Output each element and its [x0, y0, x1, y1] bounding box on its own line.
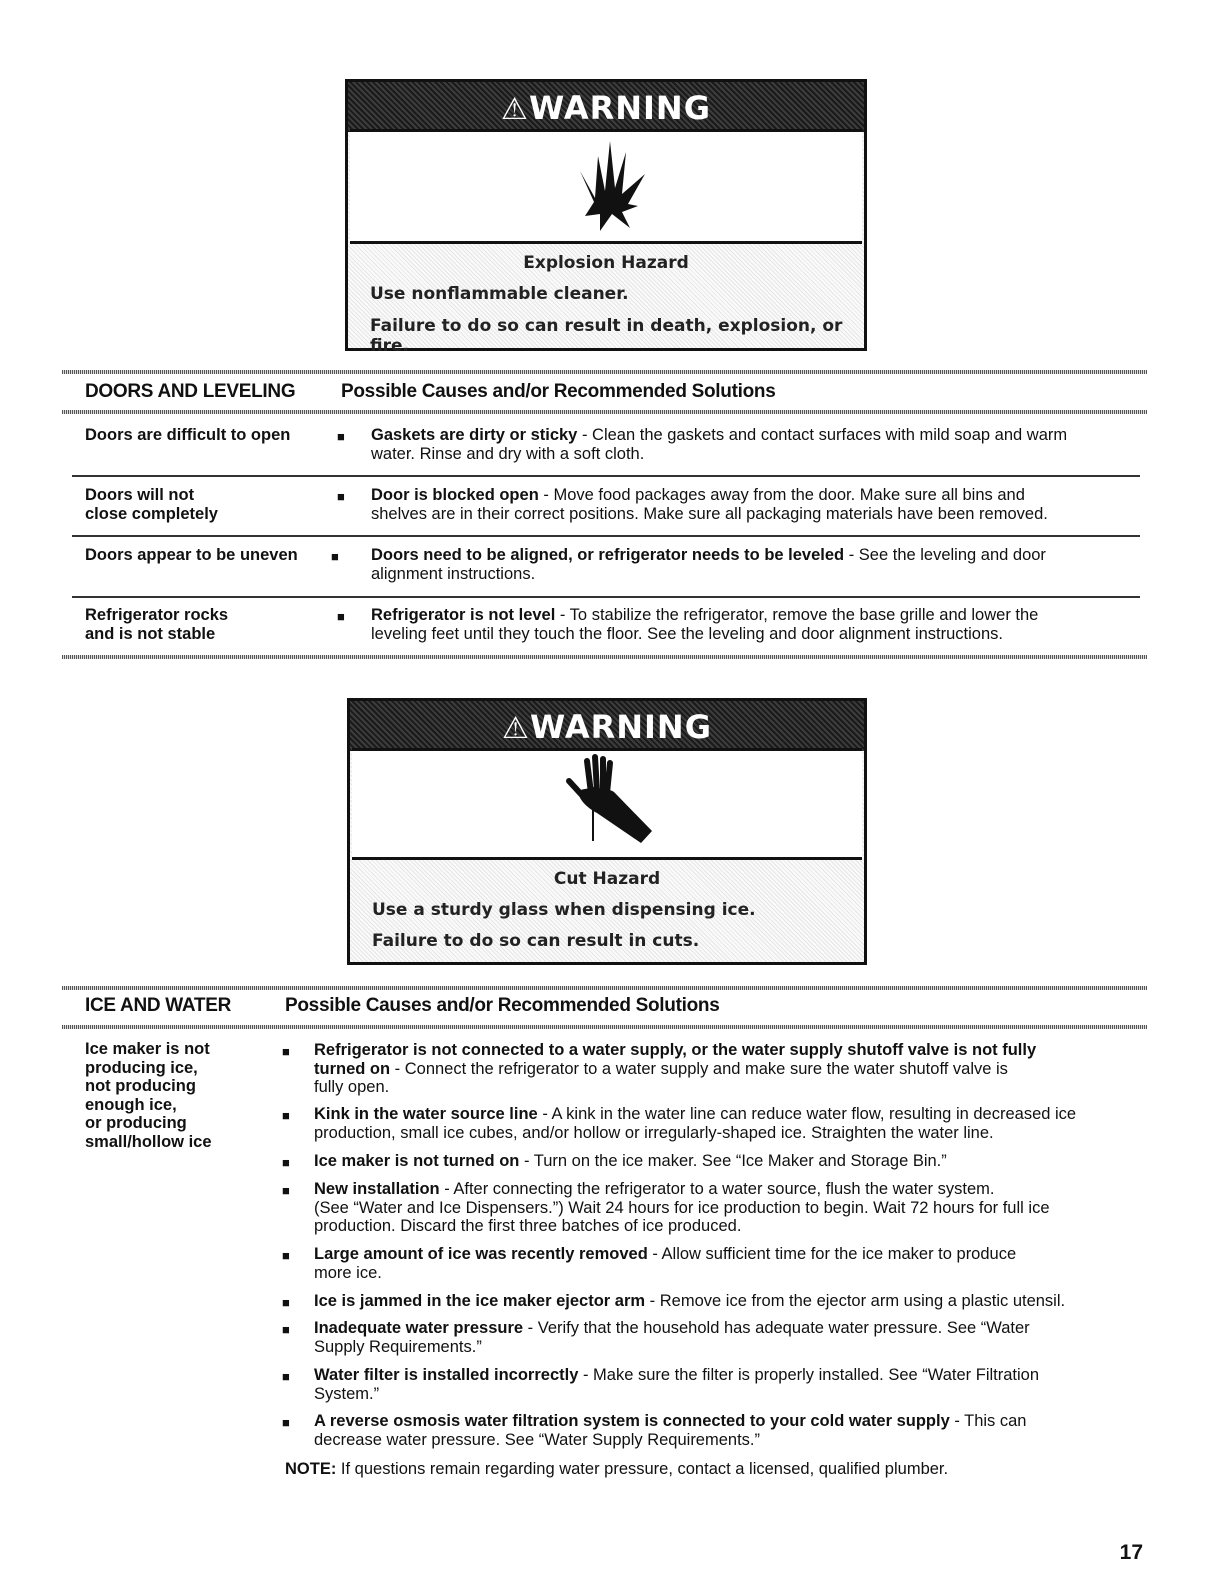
section-divider: [62, 655, 1147, 659]
warning-instruction: Use a sturdy glass when dispensing ice.: [372, 900, 756, 920]
bullet: ■: [337, 429, 345, 444]
section-divider: [62, 1025, 1147, 1029]
bullet: ■: [282, 1108, 290, 1123]
bullet: ■: [282, 1415, 290, 1430]
bullet: ■: [331, 549, 339, 564]
bullet: ■: [282, 1369, 290, 1384]
section-divider: [62, 986, 1147, 990]
explosion-warning-box: [345, 79, 867, 356]
problem-label: Doors appear to be uneven: [85, 546, 298, 564]
solution-text: Gaskets are dirty or sticky - Clean the gaskets and contact surfaces with mild soap and warm water. Rinse and dry with a soft cloth.: [371, 426, 1068, 463]
solution-text: Water filter is installed incorrectly - Make sure the filter is properly installed. See “Water Filtration System.”: [314, 1366, 1040, 1403]
bullet: ■: [282, 1044, 290, 1059]
solution-text: Refrigerator is not level - To stabilize the refrigerator, remove the base grille and lower the leveling feet until they touch the floor. See the leveling and door alignment instructions.: [371, 606, 1039, 643]
cut-warning-box: [347, 698, 867, 965]
solution-text: Large amount of ice was recently removed - Allow sufficient time for the ice maker to produce more ice.: [314, 1245, 1017, 1282]
section-title: ICE AND WATER: [85, 995, 231, 1016]
solution-text: Ice maker is not turned on - Turn on the ice maker. See “Ice Maker and Storage Bin.”: [314, 1152, 947, 1170]
hazard-name: Explosion Hazard: [523, 253, 689, 273]
warning-consequence: Failure to do so can result in cuts.: [372, 931, 700, 951]
causes-header: Possible Causes and/or Recommended Solutions: [285, 995, 720, 1016]
problem-label: Refrigerator rocks and is not stable: [85, 606, 229, 643]
bullet: ■: [282, 1248, 290, 1263]
row-divider: [72, 475, 1140, 477]
solution-text: New installation - After connecting the refrigerator to a water source, flush the water system. (See “Water and Ice Dispensers.”) Wait 24 hours for ice production to begin. Wait 72 hours for full ice production. Discard the first three batches of ice produced.: [314, 1180, 1050, 1235]
solution-text: Inadequate water pressure - Verify that the household has adequate water pressure. See “Water Supply Requirements.”: [314, 1319, 1030, 1356]
section-title: DOORS AND LEVELING: [85, 381, 296, 402]
page-number: 17: [1119, 1541, 1143, 1564]
problem-label: Doors will not close completely: [85, 486, 218, 523]
warning-title: WARNING: [528, 89, 711, 127]
solution-text: A reverse osmosis water filtration system is connected to your cold water supply - This can decrease water pressure. See “Water Supply Requirements.”: [314, 1412, 1027, 1449]
warning-header: [348, 82, 864, 132]
row-divider: [72, 596, 1140, 598]
bullet: ■: [282, 1155, 290, 1170]
causes-header: Possible Causes and/or Recommended Solutions: [341, 381, 776, 402]
warning-triangle-icon: ⚠: [502, 711, 530, 746]
solution-text: Door is blocked open - Move food packages away from the door. Make sure all bins and shelves are in their correct positions. Make sure all packaging materials have been removed.: [371, 486, 1048, 523]
section-divider: [62, 370, 1147, 374]
warning-triangle-icon: ⚠: [501, 92, 529, 127]
bullet: ■: [337, 609, 345, 624]
problem-label: Ice maker is not producing ice, not producing enough ice, or producing small/hollow ice: [85, 1040, 212, 1151]
explosion-icon: [560, 136, 660, 236]
problem-label: Doors are difficult to open: [85, 426, 291, 444]
hazard-icon-panel: [350, 129, 862, 244]
solution-text: Kink in the water source line - A kink in the water line can reduce water flow, resulting in decreased ice production, small ice cubes, and/or hollow or irregularly-shaped ice. Straighten the water line.: [314, 1105, 1077, 1142]
solution-text: Ice is jammed in the ice maker ejector arm - Remove ice from the ejector arm using a plastic utensil.: [314, 1292, 1066, 1310]
warning-consequence: Failure to do so can result in death, explosion, or fire.: [370, 316, 843, 356]
warning-instruction: Use nonflammable cleaner.: [370, 284, 629, 304]
row-divider: [72, 535, 1140, 537]
warning-header: [350, 701, 864, 751]
bullet: ■: [282, 1295, 290, 1310]
solution-text: Doors need to be aligned, or refrigerator needs to be leveled - See the leveling and door alignment instructions.: [371, 546, 1046, 583]
cut-hand-icon: [557, 753, 657, 853]
bullet: ■: [337, 489, 345, 504]
note: NOTE: If questions remain regarding water pressure, contact a licensed, qualified plumber.: [285, 1460, 949, 1478]
bullet: ■: [282, 1322, 290, 1337]
hazard-name: Cut Hazard: [553, 869, 661, 889]
hazard-icon-panel: [352, 748, 862, 860]
section-divider: [62, 410, 1147, 414]
solution-text: Refrigerator is not connected to a water supply, or the water supply shutoff valve is not fully turned on - Connect the refrigerator to a water supply and make sure the water shutoff valve is fully open.: [314, 1041, 1037, 1096]
warning-title: WARNING: [529, 708, 712, 746]
bullet: ■: [282, 1183, 290, 1198]
